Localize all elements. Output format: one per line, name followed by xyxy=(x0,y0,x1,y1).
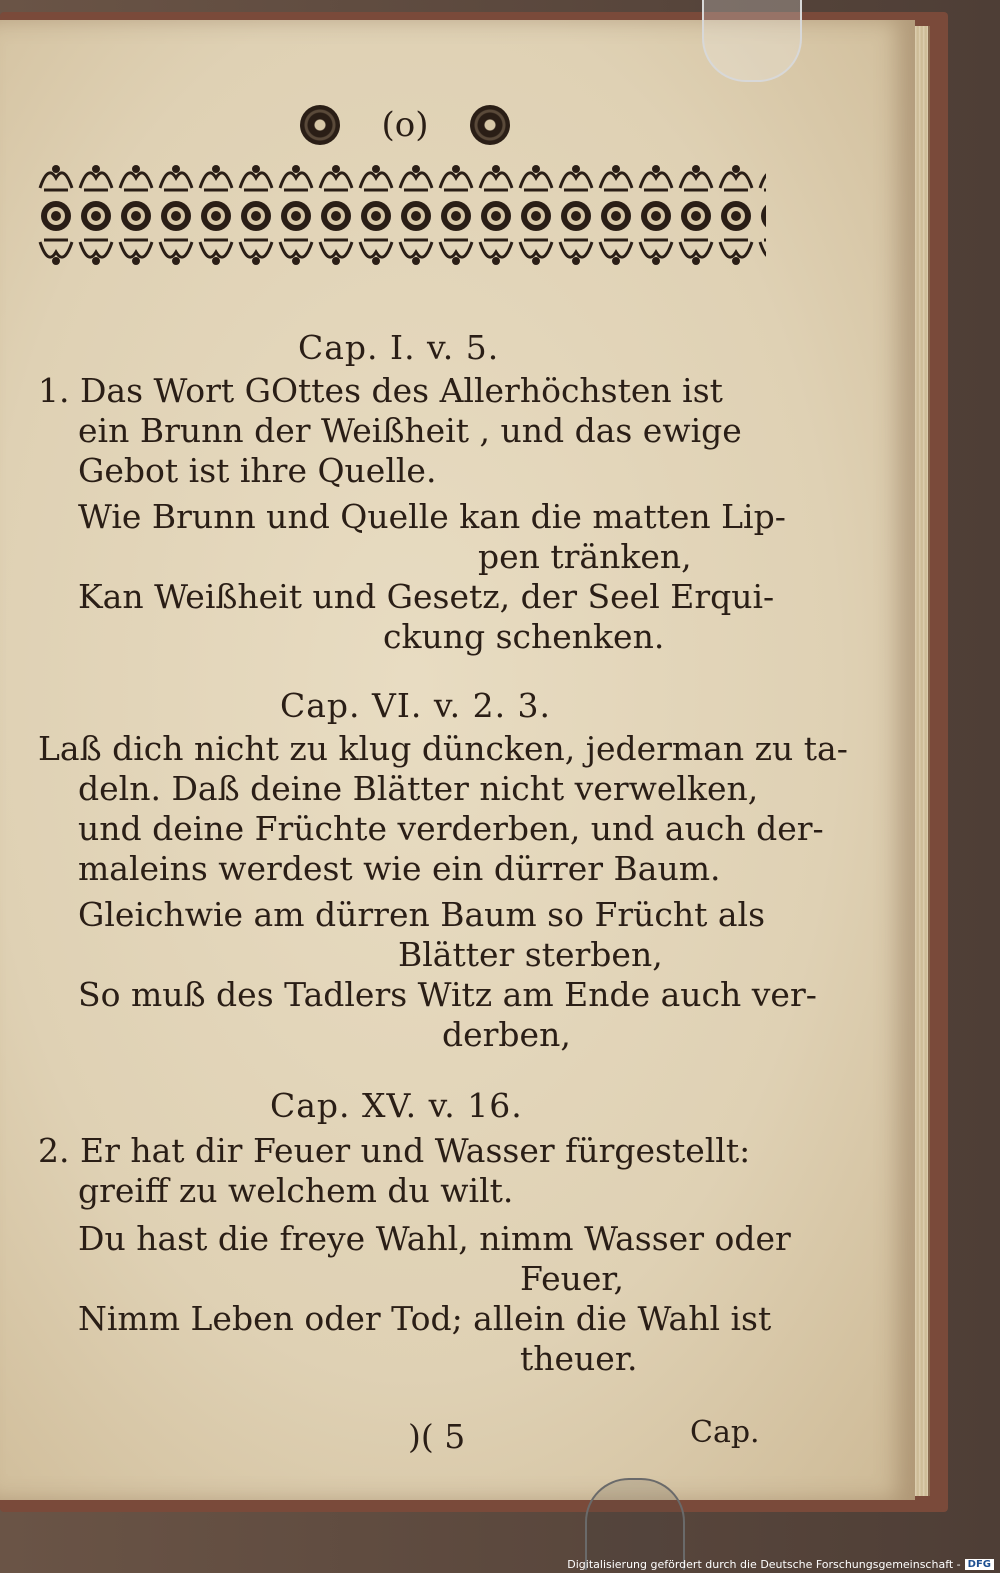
rosette-ornament-right xyxy=(470,105,510,145)
verse-line: derben, xyxy=(442,1015,571,1054)
verse-line: Wie Brunn und Quelle kan die matten Lip- xyxy=(78,497,786,536)
section-heading: Cap. VI. v. 2. 3. xyxy=(280,686,552,725)
text-line: und deine Früchte verderben, und auch der- xyxy=(78,809,824,848)
page-header xyxy=(300,100,510,150)
ornament-band-fleuron-top xyxy=(36,160,766,194)
section-heading: Cap. XV. v. 16. xyxy=(270,1086,523,1125)
text-line: Laß dich nicht zu klug düncken, jederman zu ta- xyxy=(38,729,848,768)
text-line: 2. Er hat dir Feuer und Wasser fürgestellt: xyxy=(38,1131,751,1170)
text-line: 1. Das Wort GOttes des Allerhöchsten ist xyxy=(38,371,723,410)
verse-line: Nimm Leben oder Tod; allein die Wahl ist xyxy=(78,1299,772,1338)
section-heading: Cap. I. v. 5. xyxy=(298,328,500,367)
text-line: maleins werdest wie ein dürrer Baum. xyxy=(78,849,721,888)
signature-mark: )( 5 xyxy=(408,1417,466,1456)
verse-line: Gleichwie am dürren Baum so Frücht als xyxy=(78,895,766,934)
verse-line: theuer. xyxy=(520,1339,638,1378)
verse-line: Du hast die freye Wahl, nimm Wasser oder xyxy=(78,1219,791,1258)
page-number: (o) xyxy=(381,105,429,145)
text-line: deln. Daß deine Blätter nicht verwelken, xyxy=(78,769,759,808)
ornament-band-fleuron-bottom xyxy=(36,236,766,270)
verse-line: Feuer, xyxy=(520,1259,625,1298)
dfg-logo: DFG xyxy=(965,1559,994,1570)
credit-text: Digitalisierung gefördert durch die Deutsche Forschungsgemeinschaft - xyxy=(567,1558,961,1571)
verse-line: Kan Weißheit und Gesetz, der Seel Erqui- xyxy=(78,577,775,616)
book-clip-top xyxy=(702,0,802,82)
digitization-credit xyxy=(567,1558,994,1571)
verse-line: Blätter sterben, xyxy=(398,935,663,974)
verse-line: pen tränken, xyxy=(478,537,692,576)
text-line: Gebot ist ihre Quelle. xyxy=(78,451,437,490)
book-clip-bottom xyxy=(585,1478,685,1570)
text-line: greiff zu welchem du wilt. xyxy=(78,1171,514,1210)
verse-line: ckung schenken. xyxy=(383,617,665,656)
verse-line: So muß des Tadlers Witz am Ende auch ver- xyxy=(78,975,817,1014)
rosette-ornament-left xyxy=(300,105,340,145)
text-line: ein Brunn der Weißheit , und das ewige xyxy=(78,411,742,450)
catchword: Cap. xyxy=(690,1415,760,1450)
ornament-band-rosettes xyxy=(36,198,766,234)
